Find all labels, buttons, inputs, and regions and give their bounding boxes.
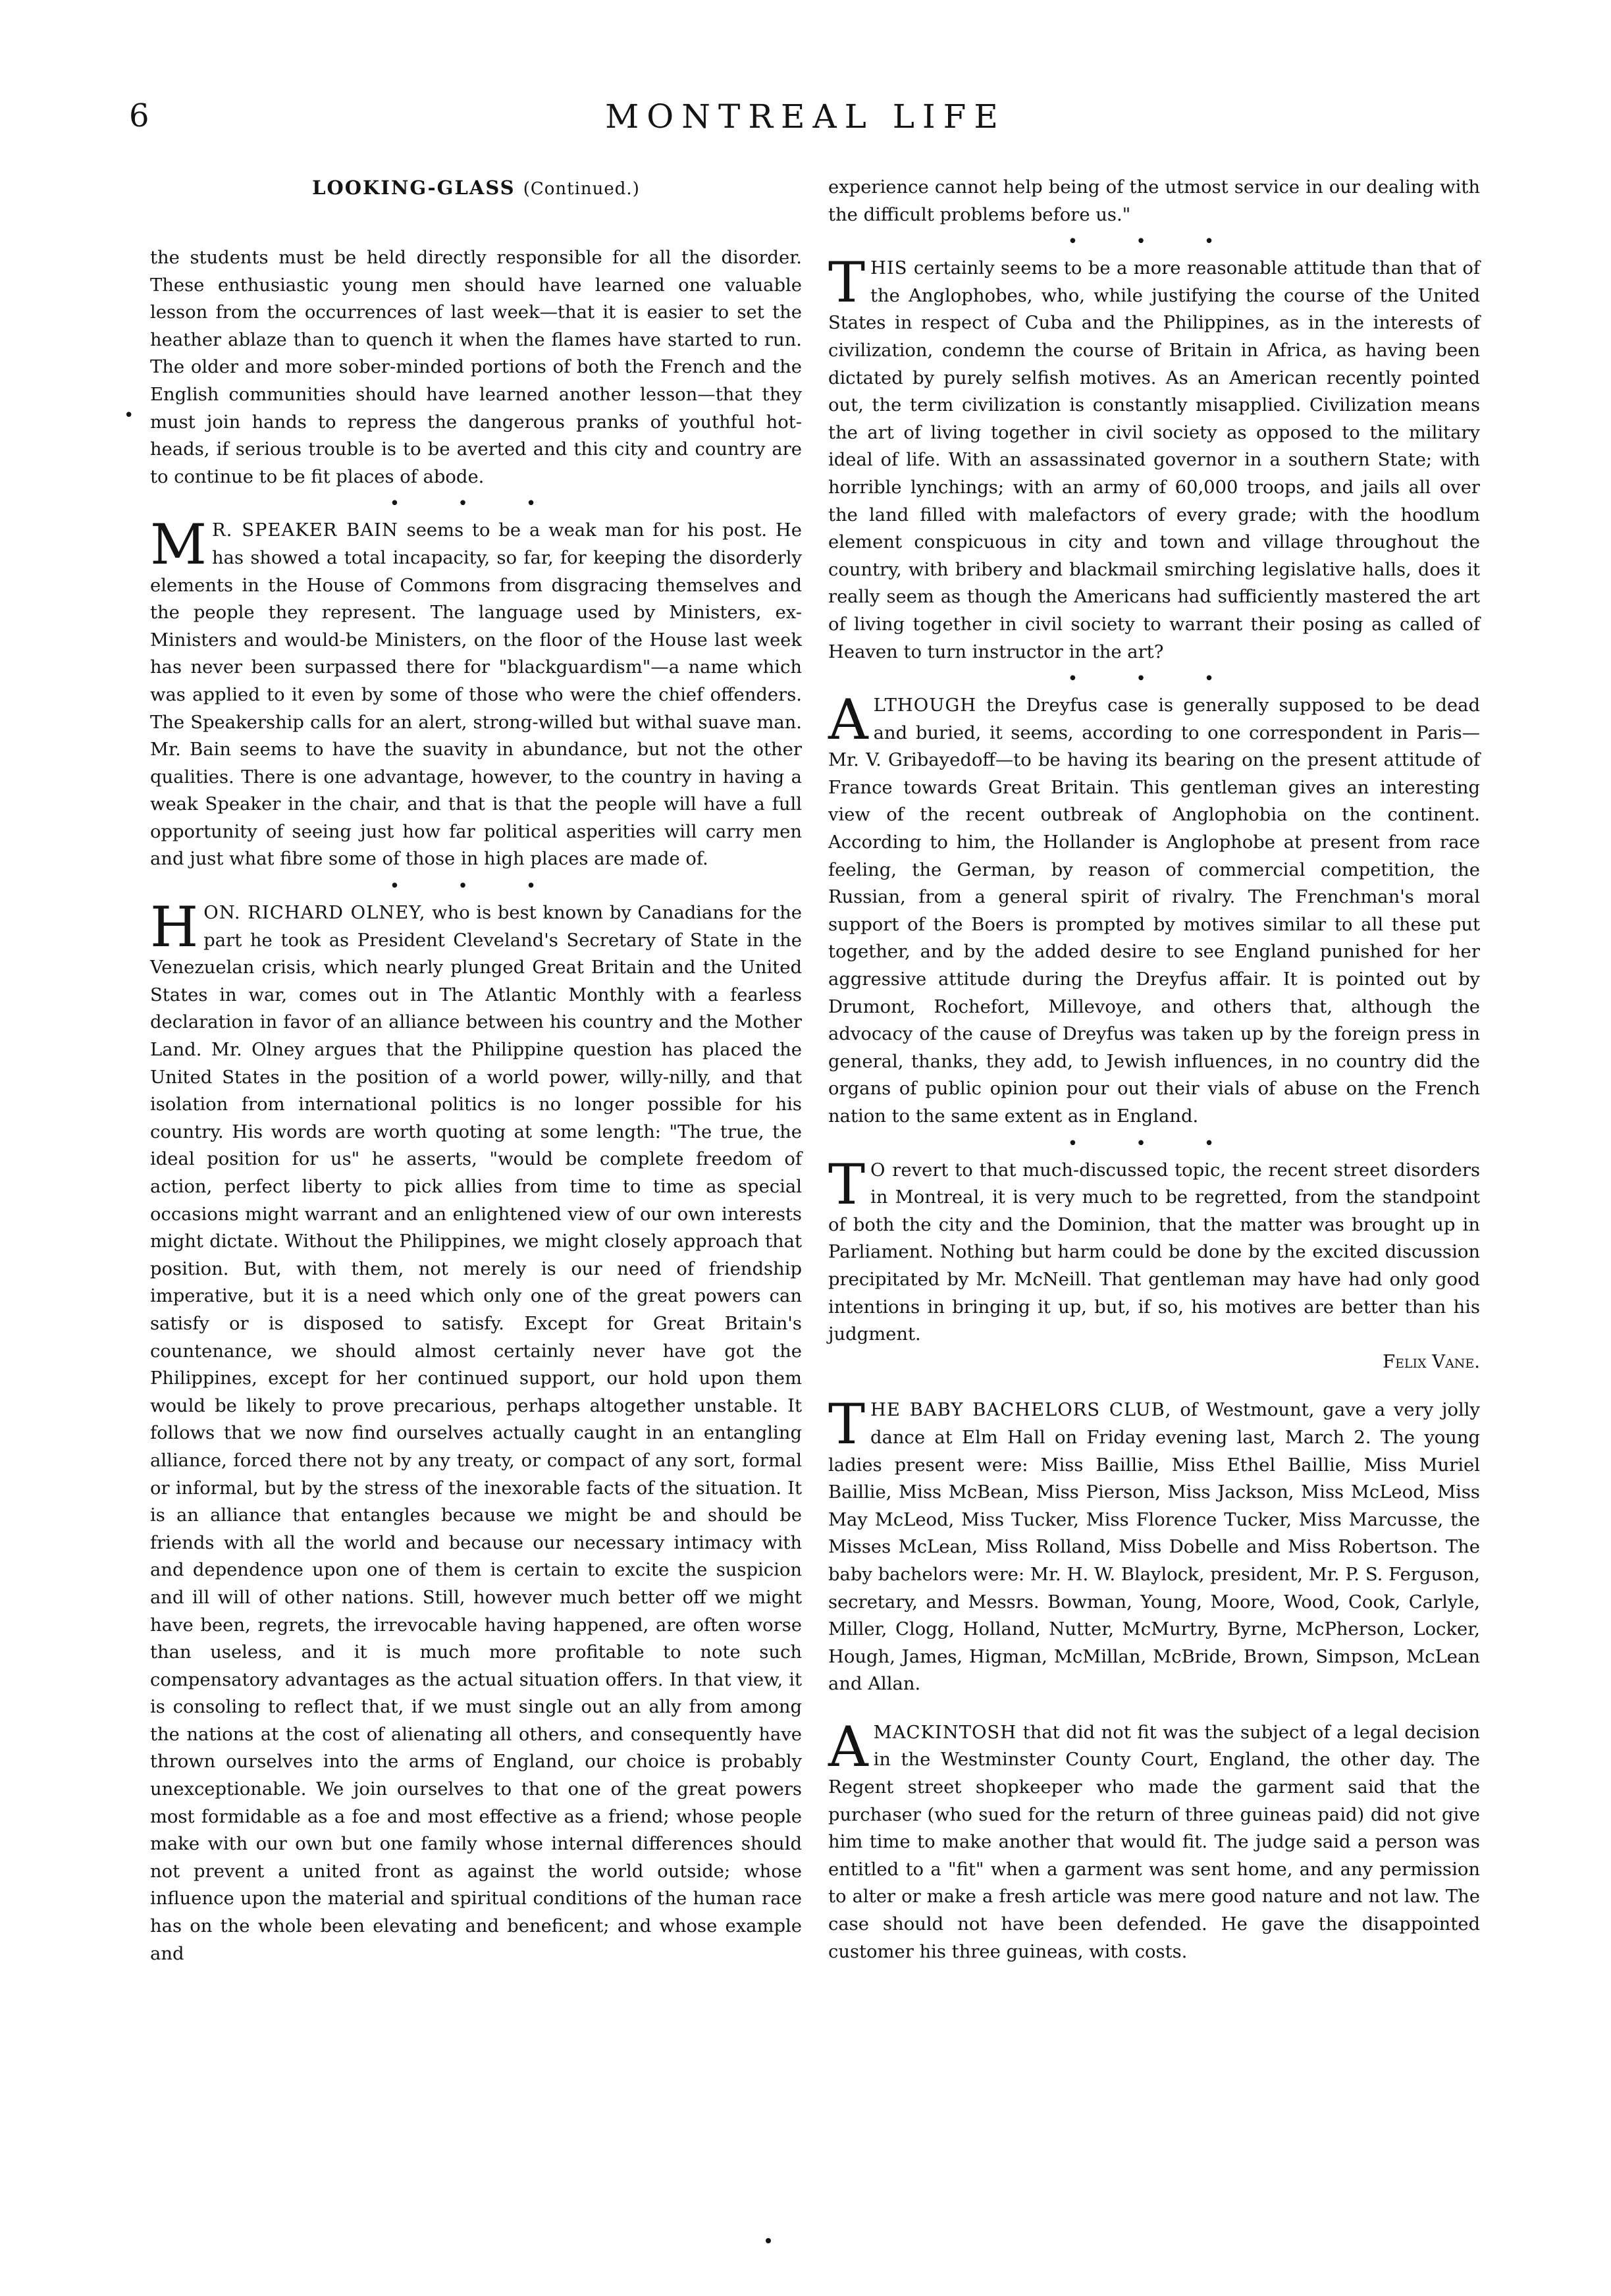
drop-cap: H bbox=[150, 895, 199, 960]
left-column bbox=[150, 174, 802, 1967]
article-paragraph bbox=[828, 1152, 1480, 1348]
article-paragraph bbox=[828, 1714, 1480, 1965]
article-paragraph bbox=[828, 1392, 1480, 1698]
article-paragraph bbox=[150, 895, 802, 1967]
section-title-text: LOOKING-GLASS bbox=[312, 176, 515, 199]
section-divider: • • • bbox=[1067, 1133, 1241, 1154]
paragraph-body: of Westmount, gave a very jolly dance at Elm Hall on Friday evening last, March 2. The young ladies present were: Miss Baillie, Miss Ethel Baillie, Miss Muriel Baillie, Miss McBean, Miss Pierson, Miss Jackson, Miss McLeod, Miss May McLeod, Miss Tucker, Miss Florence Tucker, Miss Marcusse, the Misses McLean, Miss Rolland, Miss Dobelle and Miss Robertson. The baby bachelors were: Mr. H. W. Blaylock, president, Mr. P. S. Ferguson, secretary, and Messrs. Bowman, Young, Moore, Wood, Cook, Carlyle, Miller, Clogg, Holland, Nutter, McMurtry, Byrne, McPherson, Locker, Hough, James, Higman, McMillan, McBride, Brown, Simpson, McLean and Allan. bbox=[828, 1400, 1480, 1695]
paragraph-lead: ON. RICHARD OLNEY, bbox=[203, 903, 426, 924]
paragraph-body: who is best known by Canadians for the part he took as President Cleveland's Secretary of State in the Venezuelan crisis, which nearly plunged Great Britain and the United States in war, comes out in The Atlantic Monthly with a fearless declaration in favor of an alliance between his country and the Mother Land. Mr. Olney argues that the Philippine question has placed the United States in the position of a world power, willy-nilly, and that isolation from international politics is no longer possible for his country. His words are worth quoting at some length: "The true, the ideal position for us" he asserts, "would be complete freedom of action, perfect liberty to pick allies from time to time as special occasions might warrant and an enlightened view of our own interests might dictate. Without the Philippines, we might closely approach that position. But, with them, not merely is our need of friendship imperative, but it is a need which only one of the great powers can satisfy or is disposed to satisfy. Except for Great Britain's countenance, we should almost certainly never have got the Philippines, except for her continued support, our hold upon them would be likely to prove precarious, perhaps altogether unstable. It follows that we now find ourselves actually caught in an entangling alliance, forced there not by any treaty, or compact of any sort, formal or informal, but by the stress of the inexorable facts of the situation. It is an alliance that entangles because we might be and should be friends with all the world and because our necessary intimacy with and dependence upon one of them is certain to excite the suspicion and ill will of other nations. Still, however much better off we might have been, regrets, the irrevocable having happened, are often worse than useless, and it is much more profitable to note such compensatory advantages as the actual situation offers. In that view, it is consoling to reflect that, if we must single out an ally from among the nations at the cost of alienating all others, and consequently have thrown ourselves into the arms of England, our choice is probably unexceptionable. We join ourselves to that one of the great powers most formidable as a foe and most effective as a friend; whose people make with our own but one family whose internal differences should not prevent a united front as against the world outside; whose influence upon the material and spiritual conditions of the human race has on the whole been elevating and beneficent; and whose example and bbox=[150, 903, 802, 1964]
article-paragraph bbox=[828, 687, 1480, 1131]
section-divider: • • • bbox=[1067, 232, 1241, 252]
author-signature: Felix Vane. bbox=[1383, 1351, 1480, 1372]
masthead-title: MONTREAL LIFE bbox=[605, 97, 1006, 136]
article-paragraph bbox=[828, 250, 1480, 666]
spacer bbox=[828, 1375, 1480, 1397]
paragraph-lead: R. SPEAKER BAIN bbox=[212, 520, 398, 541]
drop-cap: T bbox=[828, 250, 866, 315]
section-divider: • • • bbox=[1067, 669, 1241, 689]
drop-cap: T bbox=[828, 1392, 866, 1457]
page-dot bbox=[766, 2238, 771, 2243]
paragraph-body: that did not fit was the subject of a legal decision in the Westminster County Court, England, the other day. The Regent street shopkeeper who made the garment said that the purchaser (who sued for the return of three guineas paid) did not give him time to make another that would fit. The judge said a person was entitled to a "fit" when a garment was sent home, and any permission to alter or make a fresh article was mere good nature and not law. The case should not have been defended. He gave the disappointed customer his three guineas, with costs. bbox=[828, 1722, 1480, 1962]
right-column bbox=[828, 174, 1480, 1965]
paragraph-body: the Dreyfus case is generally supposed to be dead and buried, it seems, according to one correspondent in Paris—Mr. V. Gribayedoff—to be having its bearing on the present attitude of France towards Great Britain. This gentleman gives an interesting view of the recent outbreak of Anglophobia on the continent. According to him, the Hollander is Anglophobe at present from race feeling, the German, by reason of commercial competition, the Russian, from a general spirit of rivalry. The Frenchman's moral support of the Boers is prompted by motives similar to all these put together, and by the added desire to see England punished for her aggressive attitude during the Dreyfus affair. It is pointed out by Drumont, Rochefort, Millevoye, and others that, although the advocacy of the cause of Dreyfus was taken up by the foreign press in general, thanks, they add, to Jewish influences, in no country did the organs of public opinion pour out their vials of abuse on the French nation to the same extent as in England. bbox=[828, 695, 1480, 1127]
drop-cap: T bbox=[828, 1152, 866, 1217]
paragraph-body: revert to that much-discussed topic, the recent street disorders in Montreal, it is very much to be regretted, from the standpoint of both the city and the Dominion, that the matter was brought up in Parliament. Nothing but harm could be done by the excited discussion precipitated by Mr. McNeill. That gentleman may have had only good intentions in bringing it up, but, if so, his motives are better than his judgment. bbox=[828, 1160, 1480, 1345]
section-title bbox=[150, 174, 802, 202]
paragraph-lead: LTHOUGH bbox=[873, 695, 977, 716]
drop-cap: A bbox=[828, 687, 868, 753]
section-divider: • • • bbox=[389, 494, 563, 514]
drop-cap: M bbox=[150, 512, 207, 577]
margin-mark: • bbox=[124, 406, 134, 425]
paragraph-lead: MACKINTOSH bbox=[873, 1722, 1017, 1743]
spacer bbox=[828, 1698, 1480, 1719]
article-paragraph: experience cannot help being of the utmost service in our dealing with the difficult problems before us." bbox=[828, 177, 1480, 225]
page-number: 6 bbox=[129, 97, 151, 134]
paragraph-lead: HIS bbox=[870, 258, 908, 279]
article-paragraph: the students must be held directly responsible for all the disorder. These enthusiastic young men should have learned one valuable lesson from the occurrences of last week—that it is easier to set the heather ablaze than to quench it when the flames have started to run. The older and more sober-minded portions of both the French and the English communities should have learned another lesson—that they must join hands to repress the dangerous pranks of youthful hot-heads, if serious trouble is to be averted and this city and country are to continue to be fit places of abode. bbox=[150, 248, 802, 487]
section-divider: • • • bbox=[389, 876, 563, 897]
paragraph-body: seems to be a weak man for his post. He has showed a total incapacity, so far, for keeping the disorderly elements in the House of Commons from disgracing themselves and the people they represent. The language used by Ministers, ex-Ministers and would-be Ministers, on the floor of the House last week has never been surpassed there for "blackguardism"—a name which was applied to it even by some of those who were the chief offenders. The Speakership calls for an alert, strong-willed but withal suave man. Mr. Bain seems to have the suavity in abundance, but not the other qualities. There is one advantage, however, to the country in having a weak Speaker in the chair, and that is that the people will have a full opportunity of seeing just how far political asperities will carry men and just what fibre some of those in high places are made of. bbox=[150, 520, 802, 870]
drop-cap: A bbox=[828, 1714, 868, 1779]
paragraph-body: certainly seems to be a more reasonable attitude than that of the Anglophobes, who, while justifying the course of the United States in respect of Cuba and the Philippines, as in the interests of civilization, condemn the course of Britain in Africa, as having been dictated by purely selfish motives. As an American recently pointed out, the term civilization is constantly misapplied. Civilization means the art of living together in civil society as opposed to the military ideal of life. With an assassinated governor in a southern State; with horrible lynchings; with an army of 60,000 troops, and jails all over the land filled with malefactors of every grade; with the hoodlum element conspicuous in city and town and village throughout the country, with bribery and blackmail smirching legislative halls, does it really seem as though the Americans had sufficiently mastered the art of living together in civil society to warrant their posing as called of Heaven to turn instructor in the art? bbox=[828, 258, 1480, 662]
paragraph-lead: HE BABY BACHELORS CLUB, bbox=[870, 1400, 1172, 1421]
paragraph-lead: O bbox=[870, 1160, 886, 1181]
section-title-note: (Continued.) bbox=[523, 179, 640, 199]
article-paragraph bbox=[150, 512, 802, 873]
